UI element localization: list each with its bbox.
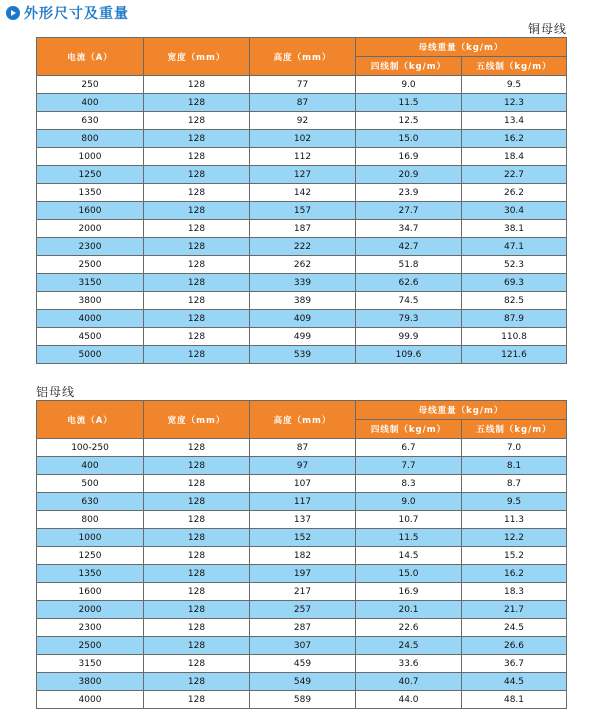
- table-cell: 8.1: [462, 457, 567, 475]
- table-cell: 2500: [37, 637, 144, 655]
- table-cell: 24.5: [356, 637, 462, 655]
- table-cell: 128: [144, 328, 250, 346]
- table-cell: 82.5: [462, 292, 567, 310]
- table-cell: 3800: [37, 673, 144, 691]
- table-cell: 2000: [37, 220, 144, 238]
- table-cell: 62.6: [356, 274, 462, 292]
- header-five-wire: 五线制（kg/m）: [462, 420, 567, 439]
- table-cell: 459: [250, 655, 356, 673]
- table-cell: 22.6: [356, 619, 462, 637]
- table-row: [37, 691, 567, 709]
- table-cell: 262: [250, 256, 356, 274]
- table-cell: 157: [250, 202, 356, 220]
- table-cell: 307: [250, 637, 356, 655]
- table-cell: 22.7: [462, 166, 567, 184]
- table-cell: 9.5: [462, 76, 567, 94]
- table-cell: 2500: [37, 256, 144, 274]
- table-row: [37, 655, 567, 673]
- table-cell: 128: [144, 457, 250, 475]
- table-cell: 110.8: [462, 328, 567, 346]
- table-cell: 128: [144, 274, 250, 292]
- table-cell: 630: [37, 493, 144, 511]
- table-cell: 14.5: [356, 547, 462, 565]
- table-cell: 23.9: [356, 184, 462, 202]
- table-cell: 389: [250, 292, 356, 310]
- table-cell: 257: [250, 601, 356, 619]
- table-cell: 10.7: [356, 511, 462, 529]
- table-row: [37, 439, 567, 457]
- table-cell: 33.6: [356, 655, 462, 673]
- table-cell: 44.0: [356, 691, 462, 709]
- table-cell: 800: [37, 511, 144, 529]
- table-row: [37, 94, 567, 112]
- table-cell: 1600: [37, 202, 144, 220]
- aluminum-table: [36, 400, 567, 709]
- table-cell: 26.2: [462, 184, 567, 202]
- table-cell: 128: [144, 292, 250, 310]
- table-row: [37, 166, 567, 184]
- table-cell: 40.7: [356, 673, 462, 691]
- table-cell: 9.0: [356, 493, 462, 511]
- table-cell: 182: [250, 547, 356, 565]
- table-cell: 3150: [37, 274, 144, 292]
- table-cell: 128: [144, 310, 250, 328]
- table-cell: 128: [144, 346, 250, 364]
- table-cell: 197: [250, 565, 356, 583]
- table-cell: 128: [144, 130, 250, 148]
- table-cell: 400: [37, 457, 144, 475]
- play-circle-icon: [6, 6, 20, 20]
- table-cell: 128: [144, 184, 250, 202]
- table-row: [37, 493, 567, 511]
- table-row: [37, 130, 567, 148]
- table-cell: 128: [144, 238, 250, 256]
- table-cell: 2300: [37, 238, 144, 256]
- table-cell: 18.4: [462, 148, 567, 166]
- table-row: [37, 238, 567, 256]
- table-cell: 1250: [37, 547, 144, 565]
- table-cell: 11.5: [356, 529, 462, 547]
- table-cell: 217: [250, 583, 356, 601]
- table-cell: 16.9: [356, 583, 462, 601]
- table-cell: 549: [250, 673, 356, 691]
- table-cell: 11.3: [462, 511, 567, 529]
- copper-table-body: [37, 76, 567, 364]
- table-cell: 339: [250, 274, 356, 292]
- table-cell: 24.5: [462, 619, 567, 637]
- header-weight: 母线重量（kg/m）: [356, 401, 567, 420]
- header-width: 宽度（mm）: [144, 38, 250, 76]
- table-cell: 4000: [37, 691, 144, 709]
- header-four-wire: 四线制（kg/m）: [356, 57, 462, 76]
- table-cell: 1350: [37, 184, 144, 202]
- table-cell: 107: [250, 475, 356, 493]
- table-cell: 128: [144, 601, 250, 619]
- table-cell: 7.7: [356, 457, 462, 475]
- table-cell: 128: [144, 619, 250, 637]
- table-cell: 6.7: [356, 439, 462, 457]
- table-cell: 92: [250, 112, 356, 130]
- table-cell: 69.3: [462, 274, 567, 292]
- table-cell: 7.0: [462, 439, 567, 457]
- table-row: [37, 673, 567, 691]
- table-cell: 16.9: [356, 148, 462, 166]
- table-cell: 77: [250, 76, 356, 94]
- table-cell: 30.4: [462, 202, 567, 220]
- table-cell: 48.1: [462, 691, 567, 709]
- table-cell: 128: [144, 673, 250, 691]
- table-row: [37, 310, 567, 328]
- table-cell: 2300: [37, 619, 144, 637]
- table-cell: 44.5: [462, 673, 567, 691]
- table-cell: 9.5: [462, 493, 567, 511]
- table-cell: 13.4: [462, 112, 567, 130]
- table-row: [37, 256, 567, 274]
- table-row: [37, 184, 567, 202]
- table-cell: 400: [37, 94, 144, 112]
- table-cell: 112: [250, 148, 356, 166]
- table-cell: 142: [250, 184, 356, 202]
- table-cell: 287: [250, 619, 356, 637]
- page-title-text: 外形尺寸及重量: [24, 6, 129, 22]
- header-current: 电流（A）: [37, 38, 144, 76]
- table-cell: 16.2: [462, 130, 567, 148]
- table-cell: 42.7: [356, 238, 462, 256]
- table-cell: 18.3: [462, 583, 567, 601]
- table-cell: 51.8: [356, 256, 462, 274]
- table-row: [37, 76, 567, 94]
- table-row: [37, 601, 567, 619]
- table-cell: 128: [144, 565, 250, 583]
- table-cell: 8.7: [462, 475, 567, 493]
- table-row: [37, 511, 567, 529]
- table-cell: 3800: [37, 292, 144, 310]
- table-cell: 15.2: [462, 547, 567, 565]
- table-cell: 12.2: [462, 529, 567, 547]
- table-cell: 79.3: [356, 310, 462, 328]
- table-cell: 630: [37, 112, 144, 130]
- table-cell: 16.2: [462, 565, 567, 583]
- table-cell: 128: [144, 148, 250, 166]
- table-cell: 1000: [37, 529, 144, 547]
- aluminum-table-body: [37, 439, 567, 709]
- table-cell: 21.7: [462, 601, 567, 619]
- table-cell: 128: [144, 493, 250, 511]
- table-row: [37, 328, 567, 346]
- table-cell: 137: [250, 511, 356, 529]
- table-cell: 1000: [37, 148, 144, 166]
- table-cell: 4500: [37, 328, 144, 346]
- table-cell: 152: [250, 529, 356, 547]
- table-cell: 187: [250, 220, 356, 238]
- header-height: 高度（mm）: [250, 401, 356, 439]
- table-row: [37, 619, 567, 637]
- table-row: [37, 547, 567, 565]
- table-cell: 128: [144, 94, 250, 112]
- copper-busbar-label: 铜母线: [527, 22, 567, 36]
- header-four-wire: 四线制（kg/m）: [356, 420, 462, 439]
- table-cell: 102: [250, 130, 356, 148]
- table-row: [37, 112, 567, 130]
- header-width: 宽度（mm）: [144, 401, 250, 439]
- table-cell: 128: [144, 529, 250, 547]
- header-five-wire: 五线制（kg/m）: [462, 57, 567, 76]
- header-current: 电流（A）: [37, 401, 144, 439]
- table-cell: 128: [144, 583, 250, 601]
- table-cell: 20.1: [356, 601, 462, 619]
- table-row: [37, 637, 567, 655]
- table-cell: 52.3: [462, 256, 567, 274]
- table-cell: 38.1: [462, 220, 567, 238]
- page-title: [6, 4, 129, 22]
- table-row: [37, 475, 567, 493]
- table-cell: 800: [37, 130, 144, 148]
- table-cell: 9.0: [356, 76, 462, 94]
- table-cell: 128: [144, 475, 250, 493]
- table-cell: 128: [144, 220, 250, 238]
- table-cell: 4000: [37, 310, 144, 328]
- table-cell: 109.6: [356, 346, 462, 364]
- table-cell: 127: [250, 166, 356, 184]
- table-cell: 1250: [37, 166, 144, 184]
- table-cell: 121.6: [462, 346, 567, 364]
- table-row: [37, 148, 567, 166]
- table-cell: 20.9: [356, 166, 462, 184]
- table-row: [37, 274, 567, 292]
- table-row: [37, 583, 567, 601]
- table-row: [37, 457, 567, 475]
- table-cell: 5000: [37, 346, 144, 364]
- table-cell: 250: [37, 76, 144, 94]
- table-cell: 128: [144, 166, 250, 184]
- table-cell: 87: [250, 439, 356, 457]
- table-cell: 26.6: [462, 637, 567, 655]
- table-cell: 11.5: [356, 94, 462, 112]
- table-cell: 117: [250, 493, 356, 511]
- aluminum-busbar-label: 铝母线: [36, 385, 76, 399]
- table-cell: 128: [144, 256, 250, 274]
- table-row: [37, 529, 567, 547]
- table-row: [37, 346, 567, 364]
- table-cell: 27.7: [356, 202, 462, 220]
- table-cell: 97: [250, 457, 356, 475]
- table-cell: 128: [144, 691, 250, 709]
- table-cell: 3150: [37, 655, 144, 673]
- table-cell: 128: [144, 76, 250, 94]
- table-cell: 1600: [37, 583, 144, 601]
- table-cell: 87: [250, 94, 356, 112]
- table-cell: 12.3: [462, 94, 567, 112]
- table-cell: 36.7: [462, 655, 567, 673]
- copper-table: [36, 37, 567, 364]
- table-cell: 87.9: [462, 310, 567, 328]
- table-cell: 99.9: [356, 328, 462, 346]
- table-cell: 128: [144, 655, 250, 673]
- header-weight: 母线重量（kg/m）: [356, 38, 567, 57]
- table-cell: 8.3: [356, 475, 462, 493]
- table-cell: 499: [250, 328, 356, 346]
- table-cell: 15.0: [356, 130, 462, 148]
- table-row: [37, 292, 567, 310]
- table-cell: 2000: [37, 601, 144, 619]
- table-row: [37, 202, 567, 220]
- table-row: [37, 220, 567, 238]
- table-cell: 128: [144, 511, 250, 529]
- table-cell: 539: [250, 346, 356, 364]
- table-cell: 15.0: [356, 565, 462, 583]
- table-cell: 409: [250, 310, 356, 328]
- table-cell: 589: [250, 691, 356, 709]
- table-cell: 128: [144, 637, 250, 655]
- table-cell: 222: [250, 238, 356, 256]
- table-cell: 47.1: [462, 238, 567, 256]
- table-cell: 128: [144, 547, 250, 565]
- table-row: [37, 565, 567, 583]
- table-cell: 1350: [37, 565, 144, 583]
- table-cell: 128: [144, 439, 250, 457]
- table-cell: 34.7: [356, 220, 462, 238]
- table-cell: 12.5: [356, 112, 462, 130]
- table-cell: 500: [37, 475, 144, 493]
- table-cell: 128: [144, 112, 250, 130]
- table-cell: 74.5: [356, 292, 462, 310]
- table-cell: 100-250: [37, 439, 144, 457]
- header-height: 高度（mm）: [250, 38, 356, 76]
- table-cell: 128: [144, 202, 250, 220]
